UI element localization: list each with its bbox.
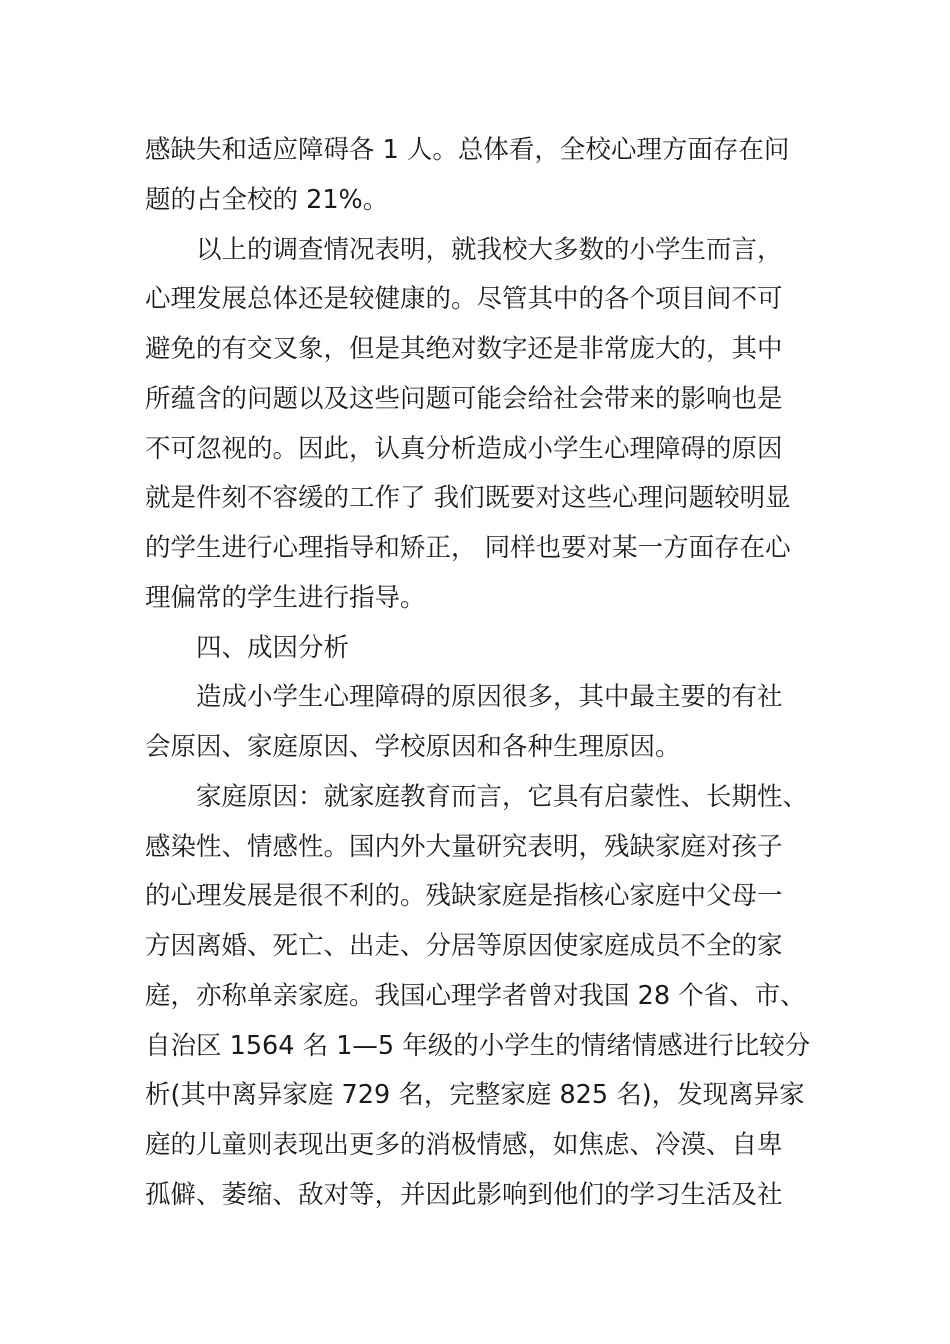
text-line: 就是件刻不容缓的工作了 我们既要对这些心理问题较明显 <box>145 483 791 514</box>
text-line: 家庭原因：就家庭教育而言，它具有启蒙性、长期性、 <box>196 781 809 812</box>
text-line: 感缺失和适应障碍各 1 人。总体看，全校心理方面存在问 <box>145 135 790 165</box>
text-line: 庭的儿童则表现出更多的消极情感，如焦虑、冷漠、自卑 <box>145 1130 783 1160</box>
text-line: 避免的有交叉象，但是其绝对数字还是非常庞大的，其中 <box>145 334 783 364</box>
text-line: 的学生进行心理指导和矫正， 同样也要对某一方面存在心 <box>145 533 791 563</box>
section-heading: 四、成因分析 <box>196 632 350 663</box>
body-text <box>145 126 815 1221</box>
text-line: 理偏常的学生进行指导。 <box>145 582 426 613</box>
text-line: 会原因、家庭原因、学校原因和各种生理原因。 <box>145 732 681 762</box>
text-line: 造成小学生心理障碍的原因很多，其中最主要的有社 <box>196 682 783 713</box>
text-line: 感染性、情感性。国内外大量研究表明，残缺家庭对孩子 <box>145 831 783 862</box>
text-line: 不可忽视的。因此，认真分析造成小学生心理障碍的原因 <box>145 433 783 464</box>
text-line: 心理发展总体还是较健康的。尽管其中的各个项目间不可 <box>145 284 783 315</box>
text-line: 方因离婚、死亡、出走、分居等原因使家庭成员不全的家 <box>145 931 783 961</box>
text-line: 析(其中离异家庭 729 名，完整家庭 825 名)，发现离异家 <box>145 1080 805 1111</box>
text-line: 题的占全校的 21%。 <box>145 184 389 215</box>
text-line: 所蕴含的问题以及这些问题可能会给社会带来的影响也是 <box>145 383 783 414</box>
text-line: 孤僻、萎缩、敌对等，并因此影响到他们的学习生活及社 <box>145 1179 783 1210</box>
text-line: 以上的调查情况表明，就我校大多数的小学生而言， <box>196 234 783 265</box>
text-line: 的心理发展是很不利的。残缺家庭是指核心家庭中父母一 <box>145 881 783 912</box>
text-line: 自治区 1564 名 1—5 年级的小学生的情绪情感进行比较分 <box>145 1030 811 1061</box>
text-line: 庭，亦称单亲家庭。我国心理学者曾对我国 28 个省、市、 <box>145 980 806 1011</box>
